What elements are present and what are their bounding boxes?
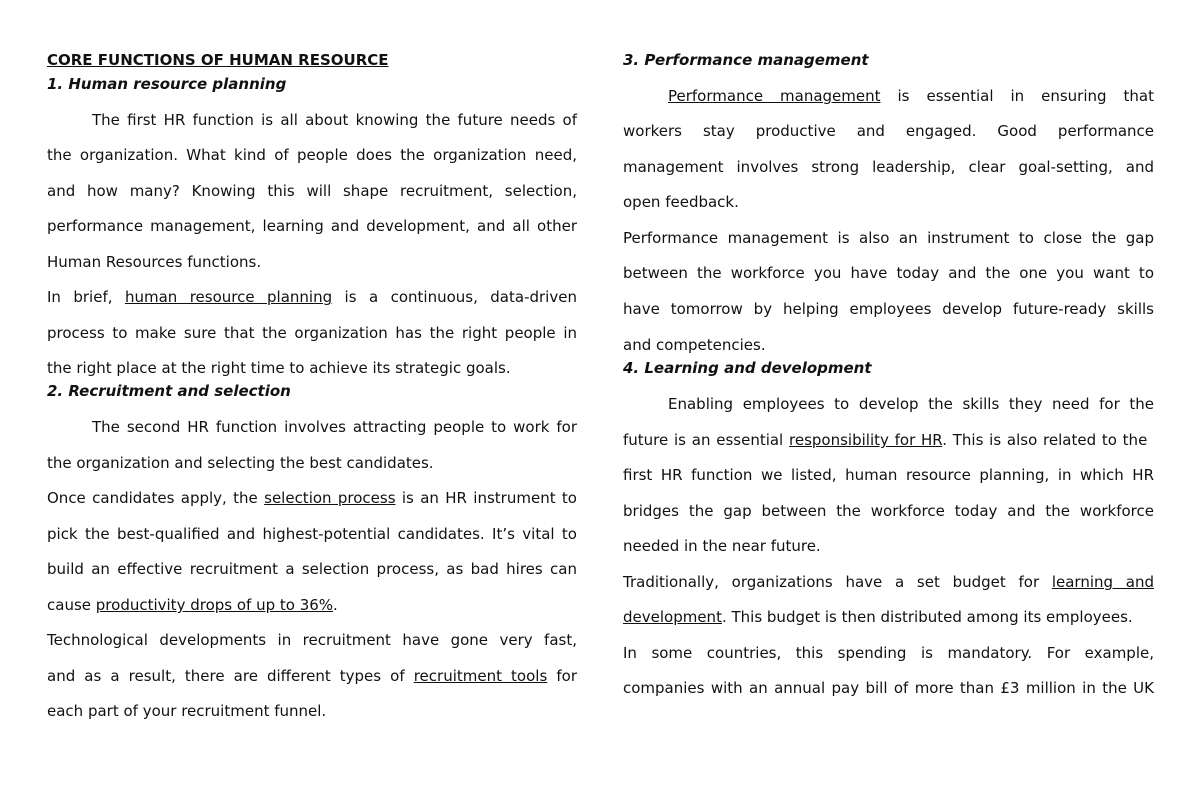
paragraph-line: the organization and selecting the best candidates. <box>47 454 434 472</box>
text-run: for <box>556 667 577 685</box>
text-run: In brief, <box>47 288 113 306</box>
paragraph-line <box>47 489 577 507</box>
paragraph-line: In some countries, this spending is mandatory. For example, <box>623 644 1154 662</box>
paragraph-line: have tomorrow by helping employees develop future-ready skills <box>623 300 1154 318</box>
paragraph-line: workers stay productive and engaged. Good performance <box>623 122 1154 140</box>
paragraph-line: Performance management is also an instrument to close the gap <box>623 229 1154 247</box>
section-heading-hr-planning: 1. Human resource planning <box>47 75 287 93</box>
paragraph-line: The second HR function involves attracting people to work for <box>92 418 577 436</box>
paragraph-line: first HR function we listed, human resource planning, in which HR <box>623 466 1154 484</box>
section-heading-learning: 4. Learning and development <box>623 359 872 377</box>
section-heading-recruitment: 2. Recruitment and selection <box>47 382 291 400</box>
text-run: and as a result, there are different types of <box>47 667 405 685</box>
paragraph-line: Human Resources functions. <box>47 253 262 271</box>
paragraph-line: the right place at the right time to achieve its strategic goals. <box>47 359 511 377</box>
paragraph-line: companies with an annual pay bill of more than £3 million in the UK <box>623 679 1154 697</box>
paragraph-line: between the workforce you have today and the one you want to <box>623 264 1154 282</box>
learning-and-development-link-cont[interactable]: development <box>623 608 722 626</box>
section-heading-performance: 3. Performance management <box>623 51 869 69</box>
paragraph-line: needed in the near future. <box>623 537 821 555</box>
paragraph-line: Technological developments in recruitment have gone very fast, <box>47 631 577 649</box>
responsibility-for-hr-link[interactable]: responsibility for HR <box>789 431 943 449</box>
paragraph-line: bridges the gap between the workforce today and the workforce <box>623 502 1154 520</box>
text-run: future is an essential <box>623 431 784 449</box>
paragraph-line <box>623 573 1154 591</box>
paragraph-line: performance management, learning and development, and all other <box>47 217 577 235</box>
text-run: is a continuous, data-driven <box>344 288 577 306</box>
text-run: cause <box>47 596 91 614</box>
document-title: CORE FUNCTIONS OF HUMAN RESOURCE <box>47 51 389 69</box>
paragraph-line: and competencies. <box>623 336 766 354</box>
text-run: is an HR instrument to <box>401 489 577 507</box>
paragraph-line: each part of your recruitment funnel. <box>47 702 327 720</box>
text-run: . <box>333 596 338 614</box>
paragraph-line <box>623 431 1154 449</box>
paragraph-line <box>47 288 577 306</box>
performance-management-link[interactable]: Performance management <box>668 87 881 105</box>
text-run: Traditionally, organizations have a set budget for <box>623 573 1040 591</box>
paragraph-line: open feedback. <box>623 193 739 211</box>
text-run: Once candidates apply, the <box>47 489 258 507</box>
paragraph-line <box>47 667 577 685</box>
hr-planning-link[interactable]: human resource planning <box>124 288 333 306</box>
paragraph-line <box>623 87 1154 105</box>
text-run: . This budget is then distributed among its employees. <box>721 608 1133 626</box>
paragraph-line <box>47 596 577 614</box>
paragraph-line: Enabling employees to develop the skills they need for the <box>668 395 1154 413</box>
learning-and-development-link[interactable]: learning and <box>1051 573 1154 591</box>
paragraph-line: The first HR function is all about knowing the future needs of <box>92 111 577 129</box>
paragraph-line: the organization. What kind of people does the organization need, <box>47 146 577 164</box>
paragraph-line: process to make sure that the organization has the right people in <box>47 324 577 342</box>
paragraph-line: build an effective recruitment a selection process, as bad hires can <box>47 560 577 578</box>
paragraph-line: pick the best-qualified and highest-potential candidates. It’s vital to <box>47 525 577 543</box>
paragraph-line: and how many? Knowing this will shape recruitment, selection, <box>47 182 577 200</box>
productivity-drops-link[interactable]: productivity drops of up to 36% <box>95 596 334 614</box>
text-run: . This is also related to the <box>942 431 1148 449</box>
paragraph-line: management involves strong leadership, clear goal-setting, and <box>623 158 1154 176</box>
recruitment-tools-link[interactable]: recruitment tools <box>413 667 548 685</box>
text-run: is essential in ensuring that <box>897 87 1154 105</box>
selection-process-link[interactable]: selection process <box>264 489 396 507</box>
paragraph-line <box>623 608 1154 626</box>
